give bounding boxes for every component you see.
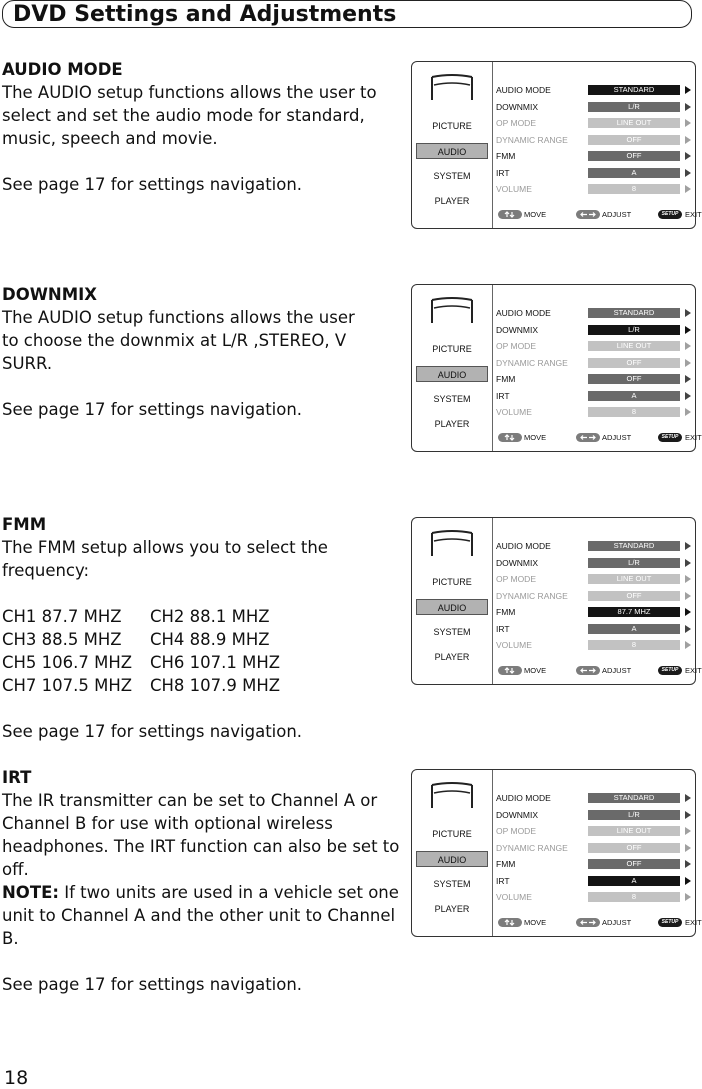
menu-row-label: VOLUME	[496, 640, 532, 650]
menu-row[interactable]	[496, 132, 692, 148]
menu-row[interactable]	[496, 790, 692, 806]
menu-tab-system[interactable]: SYSTEM	[433, 627, 471, 637]
menu-row-label: OP MODE	[496, 118, 536, 128]
page-header	[2, 0, 692, 28]
menu-row-label: DOWNMIX	[496, 101, 539, 112]
arrow-right-icon	[685, 592, 691, 600]
menu-row-value: A	[588, 168, 680, 178]
channel-cell: CH5 106.7 MHZ	[2, 653, 133, 672]
arrow-right-icon	[685, 641, 691, 649]
note-icon	[430, 780, 474, 815]
section-audio-mode	[2, 58, 406, 196]
move-label: MOVE	[524, 666, 547, 675]
menu-tab-player[interactable]: PLAYER	[434, 652, 470, 662]
adjust-label: ADJUST	[602, 666, 632, 675]
menu-row-label: FMM	[496, 374, 516, 384]
arrow-right-icon	[685, 794, 691, 802]
channel-cell: CH3 88.5 MHZ	[2, 630, 122, 649]
menu-tab-system[interactable]: SYSTEM	[433, 879, 471, 889]
menu-row-value: LINE OUT	[588, 341, 680, 351]
exit-label: EXIT	[685, 433, 702, 442]
arrow-right-icon	[685, 542, 691, 550]
menu-row-label: DYNAMIC RANGE	[496, 357, 568, 368]
menu-row[interactable]	[496, 823, 692, 839]
arrow-right-icon	[685, 119, 691, 127]
channel-cell: CH7 107.5 MHZ	[2, 676, 133, 695]
arrow-right-icon	[685, 136, 691, 144]
menu-row[interactable]	[496, 388, 692, 404]
menu-row-label: OP MODE	[496, 341, 536, 351]
channel-cell: CH6 107.1 MHZ	[150, 653, 281, 672]
adjust-label: ADJUST	[602, 918, 632, 927]
move-label: MOVE	[524, 210, 547, 219]
arrow-right-icon	[685, 309, 691, 317]
menu-row-value: STANDARD	[588, 541, 680, 551]
menu-row-label: IRT	[496, 167, 510, 178]
audio-menu-screen	[411, 517, 702, 685]
menu-row[interactable]	[496, 99, 692, 115]
channel-cell: CH2 88.1 MHZ	[150, 607, 270, 626]
menu-row-label: FMM	[496, 151, 516, 161]
menu-row-value: A	[588, 876, 680, 886]
menu-row-label: IRT	[496, 390, 510, 401]
left-right-arrows-icon	[576, 666, 600, 675]
move-label: MOVE	[524, 918, 547, 927]
exit-label: EXIT	[685, 666, 702, 675]
menu-sidebar	[412, 770, 493, 936]
menu-row-value: A	[588, 624, 680, 634]
section-see-page: See page 17 for settings navigation.	[2, 400, 303, 419]
arrow-right-icon	[685, 827, 691, 835]
adjust-label: ADJUST	[602, 433, 632, 442]
section-see-page: See page 17 for settings navigation.	[2, 975, 303, 994]
menu-row[interactable]	[496, 355, 692, 371]
menu-row-value: L/R	[588, 102, 680, 112]
menu-row[interactable]	[496, 555, 692, 571]
menu-row-value: OFF	[588, 843, 680, 853]
section-heading: AUDIO MODE	[2, 60, 123, 79]
menu-row-value: 8	[588, 640, 680, 650]
menu-row-label: FMM	[496, 607, 516, 617]
channel-cell: CH4 88.9 MHZ	[150, 630, 270, 649]
section-note	[2, 881, 406, 950]
menu-row[interactable]	[496, 404, 692, 420]
section-heading: IRT	[2, 768, 32, 787]
menu-tab-picture[interactable]: PICTURE	[432, 344, 472, 354]
menu-row-label: DYNAMIC RANGE	[496, 590, 568, 601]
menu-tab-player[interactable]: PLAYER	[434, 196, 470, 206]
adjust-label: ADJUST	[602, 210, 632, 219]
menu-row-value: OFF	[588, 859, 680, 869]
menu-row-value: STANDARD	[588, 308, 680, 318]
move-label: MOVE	[524, 433, 547, 442]
menu-row-value: OFF	[588, 358, 680, 368]
menu-row-label: AUDIO MODE	[496, 541, 551, 551]
arrow-right-icon	[685, 342, 691, 350]
menu-row-value: STANDARD	[588, 793, 680, 803]
menu-row-value: 8	[588, 892, 680, 902]
section-irt	[2, 766, 406, 996]
menu-row-label: DOWNMIX	[496, 557, 539, 568]
channel-row	[2, 651, 280, 674]
menu-tab-picture[interactable]: PICTURE	[432, 829, 472, 839]
arrow-right-icon	[685, 860, 691, 868]
up-down-arrows-icon	[498, 918, 522, 927]
menu-tab-audio[interactable]: AUDIO	[416, 143, 488, 159]
page-number: 18	[4, 1067, 29, 1089]
menu-tab-system[interactable]: SYSTEM	[433, 171, 471, 181]
note-label: NOTE:	[2, 883, 59, 902]
channel-row	[2, 628, 280, 651]
arrow-right-icon	[685, 152, 691, 160]
menu-row[interactable]	[496, 338, 692, 354]
menu-footer	[496, 431, 702, 445]
page-title: DVD Settings and Adjustments	[13, 2, 397, 27]
menu-sidebar	[412, 285, 493, 451]
menu-footer	[496, 664, 702, 678]
note-icon	[430, 528, 474, 563]
menu-row[interactable]	[496, 82, 692, 98]
menu-row[interactable]	[496, 856, 692, 872]
menu-row[interactable]	[496, 621, 692, 637]
arrow-right-icon	[685, 169, 691, 177]
section-see-page: See page 17 for settings navigation.	[2, 722, 303, 741]
menu-row-label: DOWNMIX	[496, 324, 539, 335]
arrow-right-icon	[685, 392, 691, 400]
menu-row-value: OFF	[588, 374, 680, 384]
menu-row-value: L/R	[588, 325, 680, 335]
menu-row[interactable]	[496, 305, 692, 321]
arrow-right-icon	[685, 359, 691, 367]
arrow-right-icon	[685, 877, 691, 885]
menu-row-value: A	[588, 391, 680, 401]
left-right-arrows-icon	[576, 210, 600, 219]
arrow-right-icon	[685, 844, 691, 852]
section-see-page: See page 17 for settings navigation.	[2, 175, 303, 194]
arrow-right-icon	[685, 326, 691, 334]
section-body: The AUDIO setup functions allows the user to choose the downmix at L/R ,STEREO, V SURR.	[2, 308, 355, 373]
section-heading: FMM	[2, 515, 47, 534]
exit-label: EXIT	[685, 210, 702, 219]
menu-row[interactable]	[496, 807, 692, 823]
menu-row-label: DYNAMIC RANGE	[496, 134, 568, 145]
menu-row[interactable]	[496, 840, 692, 856]
menu-row[interactable]	[496, 538, 692, 554]
menu-row-label: VOLUME	[496, 407, 532, 417]
menu-row-value: L/R	[588, 810, 680, 820]
setup-button[interactable]: SETUP	[658, 666, 682, 675]
menu-row-label: IRT	[496, 623, 510, 634]
menu-row-label: OP MODE	[496, 574, 536, 584]
menu-row-value: OFF	[588, 591, 680, 601]
menu-row-label: AUDIO MODE	[496, 308, 551, 318]
menu-footer	[496, 916, 702, 930]
note-text: If two units are used in a vehicle set one unit to Channel A and the other unit to Channel B.	[2, 883, 399, 948]
menu-row[interactable]	[496, 148, 692, 164]
menu-row-label: DOWNMIX	[496, 809, 539, 820]
channel-row	[2, 674, 280, 697]
channel-cell: CH8 107.9 MHZ	[150, 676, 281, 695]
arrow-right-icon	[685, 375, 691, 383]
menu-row[interactable]	[496, 637, 692, 653]
menu-sidebar	[412, 518, 493, 684]
arrow-right-icon	[685, 103, 691, 111]
menu-row[interactable]	[496, 181, 692, 197]
menu-row-label: AUDIO MODE	[496, 85, 551, 95]
menu-row[interactable]	[496, 873, 692, 889]
menu-row-label: AUDIO MODE	[496, 793, 551, 803]
menu-row[interactable]	[496, 588, 692, 604]
channel-table	[2, 605, 280, 697]
arrow-right-icon	[685, 86, 691, 94]
menu-tab-player[interactable]: PLAYER	[434, 904, 470, 914]
setup-button[interactable]: SETUP	[658, 918, 682, 927]
menu-row[interactable]	[496, 115, 692, 131]
menu-row-label: FMM	[496, 859, 516, 869]
section-body: The FMM setup allows you to select the frequency:	[2, 538, 328, 580]
arrow-right-icon	[685, 608, 691, 616]
menu-row[interactable]	[496, 571, 692, 587]
left-right-arrows-icon	[576, 433, 600, 442]
menu-row[interactable]	[496, 322, 692, 338]
menu-row-value: 8	[588, 184, 680, 194]
audio-menu-screen	[411, 61, 702, 229]
menu-tab-player[interactable]: PLAYER	[434, 419, 470, 429]
arrow-right-icon	[685, 625, 691, 633]
section-body: The AUDIO setup functions allows the user to select and set the audio mode for standard, music, speech and movie.	[2, 83, 377, 148]
arrow-right-icon	[685, 408, 691, 416]
menu-row-value: LINE OUT	[588, 574, 680, 584]
up-down-arrows-icon	[498, 210, 522, 219]
menu-row-value: 8	[588, 407, 680, 417]
note-icon	[430, 295, 474, 330]
menu-tab-picture[interactable]: PICTURE	[432, 577, 472, 587]
section-body: The IR transmitter can be set to Channel A or Channel B for use with optional wireless headphones. The IRT function can also be set to off.	[2, 791, 400, 879]
section-downmix	[2, 283, 372, 421]
menu-row-value: LINE OUT	[588, 826, 680, 836]
note-icon	[430, 72, 474, 107]
arrow-right-icon	[685, 893, 691, 901]
menu-tab-audio[interactable]: AUDIO	[416, 599, 488, 615]
menu-row[interactable]	[496, 889, 692, 905]
menu-row-value: L/R	[588, 558, 680, 568]
menu-row-value: 87.7 MHZ	[588, 607, 680, 617]
menu-tab-system[interactable]: SYSTEM	[433, 394, 471, 404]
menu-row-label: VOLUME	[496, 184, 532, 194]
setup-button[interactable]: SETUP	[658, 433, 682, 442]
menu-footer	[496, 208, 702, 222]
menu-row-value: STANDARD	[588, 85, 680, 95]
section-fmm	[2, 513, 332, 743]
menu-row[interactable]	[496, 604, 692, 620]
setup-button[interactable]: SETUP	[658, 210, 682, 219]
channel-cell: CH1 87.7 MHZ	[2, 607, 122, 626]
up-down-arrows-icon	[498, 433, 522, 442]
menu-row-value: OFF	[588, 151, 680, 161]
menu-row-label: VOLUME	[496, 892, 532, 902]
menu-row-label: OP MODE	[496, 826, 536, 836]
menu-row[interactable]	[496, 371, 692, 387]
menu-tab-audio[interactable]: AUDIO	[416, 851, 488, 867]
section-heading: DOWNMIX	[2, 285, 98, 304]
menu-row[interactable]	[496, 165, 692, 181]
arrow-right-icon	[685, 185, 691, 193]
menu-row-value: LINE OUT	[588, 118, 680, 128]
menu-row-label: IRT	[496, 875, 510, 886]
up-down-arrows-icon	[498, 666, 522, 675]
arrow-right-icon	[685, 575, 691, 583]
menu-tab-picture[interactable]: PICTURE	[432, 121, 472, 131]
menu-sidebar	[412, 62, 493, 228]
arrow-right-icon	[685, 559, 691, 567]
menu-tab-audio[interactable]: AUDIO	[416, 366, 488, 382]
arrow-right-icon	[685, 811, 691, 819]
audio-menu-screen	[411, 284, 702, 452]
left-right-arrows-icon	[576, 918, 600, 927]
menu-row-value: OFF	[588, 135, 680, 145]
audio-menu-screen	[411, 769, 702, 937]
exit-label: EXIT	[685, 918, 702, 927]
menu-row-label: DYNAMIC RANGE	[496, 842, 568, 853]
channel-row	[2, 605, 280, 628]
